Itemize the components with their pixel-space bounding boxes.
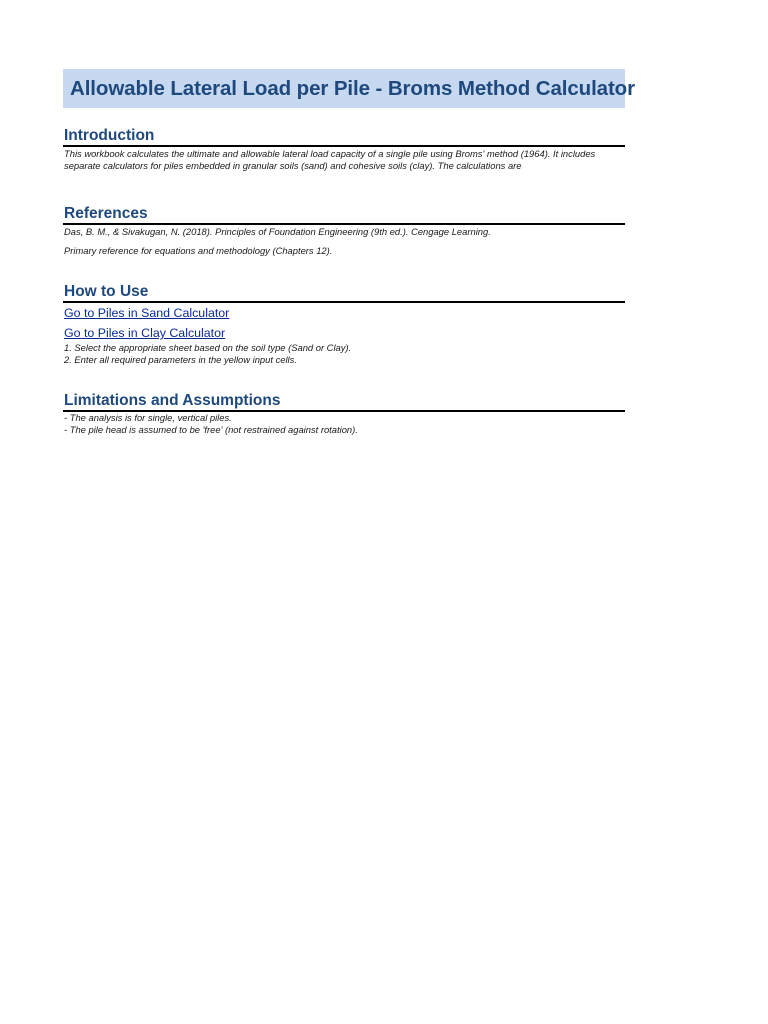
references-heading: References <box>64 205 148 222</box>
sand-calculator-link[interactable]: Go to Piles in Sand Calculator <box>64 306 230 320</box>
reference-note: Primary reference for equations and methodology (Chapters 12). <box>64 244 333 256</box>
worksheet <box>63 69 635 435</box>
limitations-heading: Limitations and Assumptions <box>64 392 281 409</box>
introduction-text: This workbook calculates the ultimate and allowable lateral load capacity of a single pile using Broms' method (1964). It includes separate calculators for piles embedded in granular soils (sand) and cohesive soils (clay). The calculations are <box>64 148 596 171</box>
references-header <box>63 201 625 225</box>
limitation-item-2: - The pile head is assumed to be 'free' (not restrained against rotation). <box>64 423 358 435</box>
clay-calculator-link[interactable]: Go to Piles in Clay Calculator <box>64 326 226 340</box>
title-banner <box>63 69 635 108</box>
how-to-use-header <box>63 279 625 303</box>
introduction-heading: Introduction <box>64 127 155 144</box>
page-title: Allowable Lateral Load per Pile - Broms Method Calculator <box>70 76 635 100</box>
limitations-header <box>63 388 625 412</box>
step-1-text: 1. Select the appropriate sheet based on the soil type (Sand or Clay). <box>64 342 352 353</box>
how-to-use-heading: How to Use <box>64 283 149 300</box>
introduction-header <box>63 123 625 147</box>
reference-citation: Das, B. M., & Sivakugan, N. (2018). Principles of Foundation Engineering (9th ed.). Cengage Learning. <box>64 226 491 237</box>
limitation-item-1: - The analysis is for single, vertical piles. <box>64 412 232 423</box>
step-2-text: 2. Enter all required parameters in the yellow input cells. <box>64 353 297 365</box>
